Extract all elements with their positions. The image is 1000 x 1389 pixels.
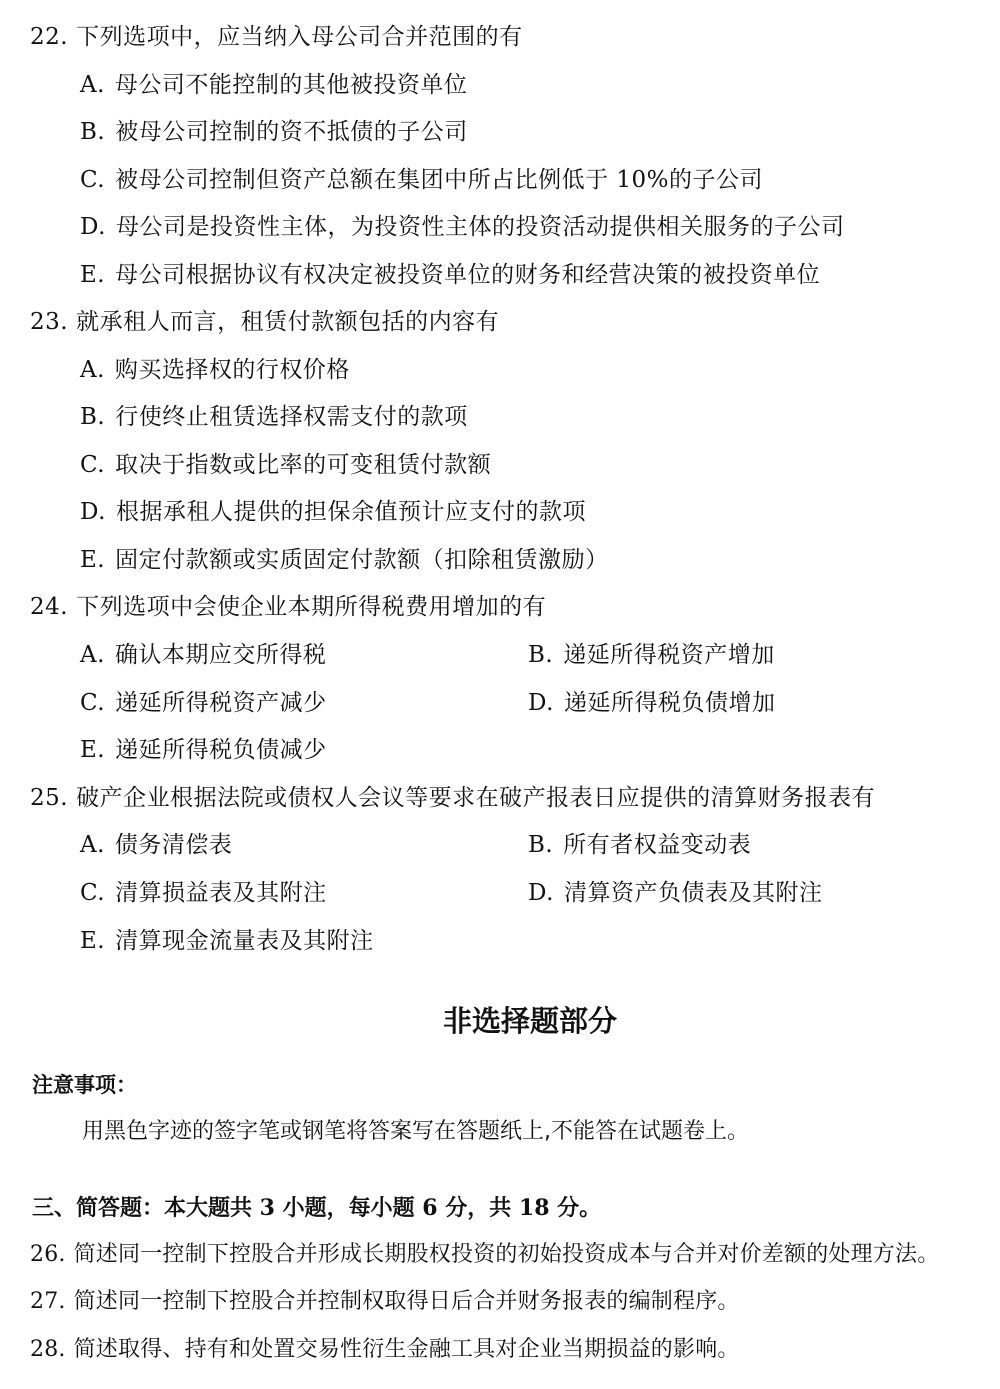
option-22-a bbox=[80, 70, 467, 100]
option-text: 债务清偿表 bbox=[114, 832, 233, 858]
option-text: 购买选择权的行权价格 bbox=[114, 357, 350, 383]
option-22-e bbox=[80, 260, 820, 290]
option-text: 所有者权益变动表 bbox=[563, 832, 752, 858]
question-number: 24. bbox=[30, 594, 69, 620]
option-letter: D. bbox=[80, 499, 106, 525]
question-number: 22. bbox=[30, 24, 69, 50]
option-text: 被母公司控制但资产总额在集团中所占比例低于 10%的子公司 bbox=[115, 167, 764, 193]
option-letter: A. bbox=[80, 832, 105, 858]
notice-heading: 注意事项： bbox=[32, 1073, 137, 1097]
option-letter: E. bbox=[80, 928, 106, 954]
option-text: 确认本期应交所得税 bbox=[114, 642, 327, 668]
question-25 bbox=[30, 783, 875, 813]
option-24-d bbox=[528, 688, 775, 718]
option-letter: C. bbox=[80, 880, 106, 906]
question-text: 简述同一控制下控股合并控制权取得日后合并财务报表的编制程序。 bbox=[73, 1289, 740, 1314]
option-25-b bbox=[528, 830, 751, 860]
question-text: 下列选项中会使企业本期所得税费用增加的有 bbox=[76, 594, 547, 620]
option-letter: D. bbox=[528, 880, 554, 906]
option-22-c bbox=[80, 165, 763, 195]
option-24-e bbox=[80, 735, 327, 765]
option-letter: D. bbox=[80, 214, 106, 240]
question-text: 下列选项中，应当纳入母公司合并范围的有 bbox=[76, 24, 523, 50]
question-24 bbox=[30, 592, 546, 622]
question-27 bbox=[30, 1287, 740, 1317]
question-text: 就承租人而言，租赁付款额包括的内容有 bbox=[76, 309, 500, 335]
option-letter: B. bbox=[528, 832, 554, 858]
option-letter: C. bbox=[80, 167, 106, 193]
option-25-a bbox=[80, 830, 232, 860]
option-text: 母公司根据协议有权决定被投资单位的财务和经营决策的被投资单位 bbox=[115, 262, 821, 288]
option-23-d bbox=[80, 497, 586, 527]
option-22-b bbox=[80, 117, 468, 147]
question-text: 破产企业根据法院或债权人会议等要求在破产报表日应提供的清算财务报表有 bbox=[76, 785, 876, 811]
option-24-b bbox=[528, 640, 775, 670]
question-number: 23. bbox=[30, 309, 69, 335]
option-letter: B. bbox=[80, 404, 106, 430]
option-23-b bbox=[80, 402, 468, 432]
option-24-a bbox=[80, 640, 326, 670]
option-letter: A. bbox=[80, 357, 105, 383]
option-letter: B. bbox=[80, 119, 106, 145]
option-letter: D. bbox=[528, 690, 554, 716]
question-number: 28. bbox=[30, 1337, 66, 1362]
option-text: 递延所得税负债减少 bbox=[115, 737, 327, 763]
option-text: 递延所得税资产减少 bbox=[115, 690, 327, 716]
option-24-c bbox=[80, 688, 327, 718]
option-25-e bbox=[80, 926, 374, 956]
option-letter: C. bbox=[80, 690, 106, 716]
option-23-c bbox=[80, 450, 491, 480]
option-text: 清算资产负债表及其附注 bbox=[563, 880, 823, 906]
option-text: 取决于指数或比率的可变租赁付款额 bbox=[115, 452, 492, 478]
option-text: 根据承租人提供的担保余值预计应支付的款项 bbox=[115, 499, 586, 525]
option-text: 固定付款额或实质固定付款额（扣除租赁激励） bbox=[115, 547, 609, 573]
option-letter: A. bbox=[80, 642, 105, 668]
option-23-a bbox=[80, 355, 350, 385]
option-25-d bbox=[528, 878, 822, 908]
option-25-c bbox=[80, 878, 327, 908]
notice-body: 用黑色字迹的签字笔或钢笔将答案写在答题纸上,不能答在试题卷上。 bbox=[82, 1119, 749, 1144]
section-title: 非选择题部分 bbox=[442, 1004, 617, 1038]
option-22-d bbox=[80, 212, 844, 242]
question-text: 简述同一控制下控股合并形成长期股权投资的初始投资成本与合并对价差额的处理方法。 bbox=[73, 1242, 940, 1267]
option-letter: E. bbox=[80, 262, 106, 288]
question-23 bbox=[30, 307, 499, 337]
option-text: 被母公司控制的资不抵债的子公司 bbox=[115, 119, 468, 145]
option-text: 递延所得税资产增加 bbox=[563, 642, 775, 668]
option-letter: E. bbox=[80, 547, 106, 573]
option-text: 清算损益表及其附注 bbox=[115, 880, 327, 906]
option-letter: A. bbox=[80, 72, 105, 98]
question-22 bbox=[30, 22, 523, 52]
question-number: 26. bbox=[30, 1242, 66, 1267]
option-letter: B. bbox=[528, 642, 554, 668]
question-26 bbox=[30, 1240, 939, 1270]
option-text: 清算现金流量表及其附注 bbox=[115, 928, 374, 954]
option-text: 母公司不能控制的其他被投资单位 bbox=[114, 72, 468, 98]
option-text: 母公司是投资性主体，为投资性主体的投资活动提供相关服务的子公司 bbox=[115, 214, 845, 240]
question-number: 27. bbox=[30, 1289, 66, 1314]
option-23-e bbox=[80, 545, 609, 575]
part3-heading: 三、简答题：本大题共 3 小题，每小题 6 分，共 18 分。 bbox=[32, 1195, 602, 1221]
question-28 bbox=[30, 1335, 740, 1365]
question-number: 25. bbox=[30, 785, 69, 811]
question-text: 简述取得、持有和处置交易性衍生金融工具对企业当期损益的影响。 bbox=[73, 1337, 740, 1362]
option-letter: E. bbox=[80, 737, 106, 763]
option-letter: C. bbox=[80, 452, 106, 478]
option-text: 行使终止租赁选择权需支付的款项 bbox=[115, 404, 468, 430]
option-text: 递延所得税负债增加 bbox=[563, 690, 776, 716]
